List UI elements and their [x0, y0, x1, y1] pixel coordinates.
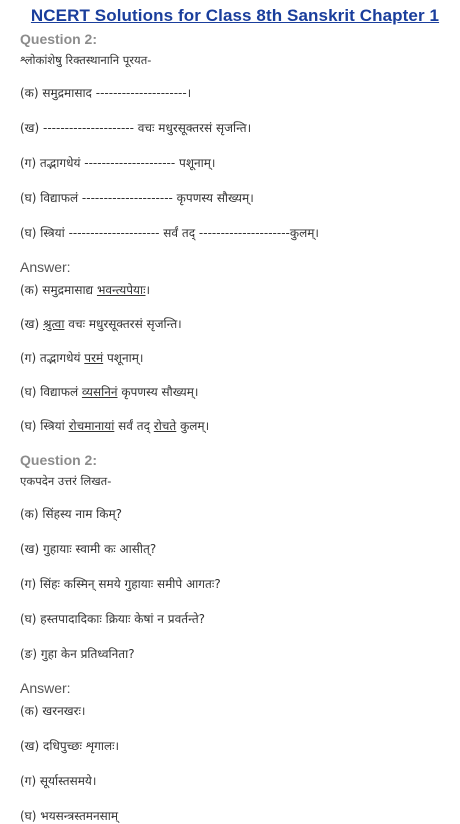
answer-item: (क) समुद्रमासाद्य भवन्त्यपेयाः। [20, 283, 151, 297]
answer-item: (ख) दधिपुच्छः शृगालः। [20, 739, 120, 753]
fill-blank-item: (ख) --------------------- वचः मधुरसूक्तरसं सृजन्ति। [20, 121, 252, 135]
answer-item: (घ) भयसन्त्रस्तमनसाम् [20, 809, 119, 823]
answer-underlined-word: परमं [84, 351, 104, 365]
question-heading: Question 2: [20, 452, 98, 468]
answer-section-1 [20, 259, 450, 434]
answer-underlined-word: भवन्त्यपेयाः [96, 283, 146, 297]
question-heading: Question 2: [20, 31, 98, 47]
answer-underlined-word: श्रुत्वा [43, 317, 65, 331]
answer-underlined-word: रोचमानायां [68, 419, 115, 433]
fill-blank-item: (क) समुद्रमासाद ---------------------। [20, 86, 192, 100]
answer-item: (ग) सूर्यास्तसमये। [20, 774, 97, 788]
answer-section-2 [20, 680, 450, 824]
question-item: (क) सिंहस्य नाम किम्? [20, 507, 123, 521]
answer-heading: Answer: [20, 259, 71, 275]
question-instruction: एकपदेन उत्तरं लिखत- [20, 474, 112, 488]
answer-underlined-word: रोचते [153, 419, 177, 433]
answer-item: (क) खरनखरः। [20, 704, 86, 718]
question-item: (घ) हस्तपादादिकाः क्रियाः केषां न प्रवर्तन्ते? [20, 612, 206, 626]
fill-blank-item: (घ) विद्याफलं --------------------- कृपणस्य सौख्यम्। [20, 191, 254, 205]
answer-item: (ग) तद्भागधेयं परमं पशूनाम्। [20, 351, 144, 365]
question-item: (ग) सिंहः कस्मिन् समये गुहायाः समीपे आगतः? [20, 577, 221, 591]
answer-underlined-word: व्यसनिनं [81, 385, 118, 399]
question-item: (ख) गुहायाः स्वामी कः आसीत्? [20, 542, 157, 556]
question-item: (ङ) गुहा केन प्रतिध्वनिता? [20, 647, 135, 661]
answer-item: (ख) श्रुत्वा वचः मधुरसूक्तरसं सृजन्ति। [20, 317, 182, 331]
answer-item: (घ) विद्याफलं व्यसनिनं कृपणस्य सौख्यम्। [20, 385, 199, 399]
page-title-link[interactable]: NCERT Solutions for Class 8th Sanskrit Chapter 1 [30, 6, 440, 25]
answer-item: (घ) स्त्रियां रोचमानायां सर्वं तद् रोचते कुलम्। [20, 419, 210, 433]
question-section-1 [20, 31, 450, 241]
fill-blank-item: (घ) स्त्रियां --------------------- सर्वं तद् ---------------------कुलम्। [20, 226, 319, 240]
question-instruction: श्लोकांशेषु रिक्तस्थानानि पूरयत- [20, 53, 152, 67]
fill-blank-item: (ग) तद्भागधेयं --------------------- पशूनाम्। [20, 156, 216, 170]
answer-heading: Answer: [20, 680, 71, 696]
question-section-2 [20, 452, 450, 662]
